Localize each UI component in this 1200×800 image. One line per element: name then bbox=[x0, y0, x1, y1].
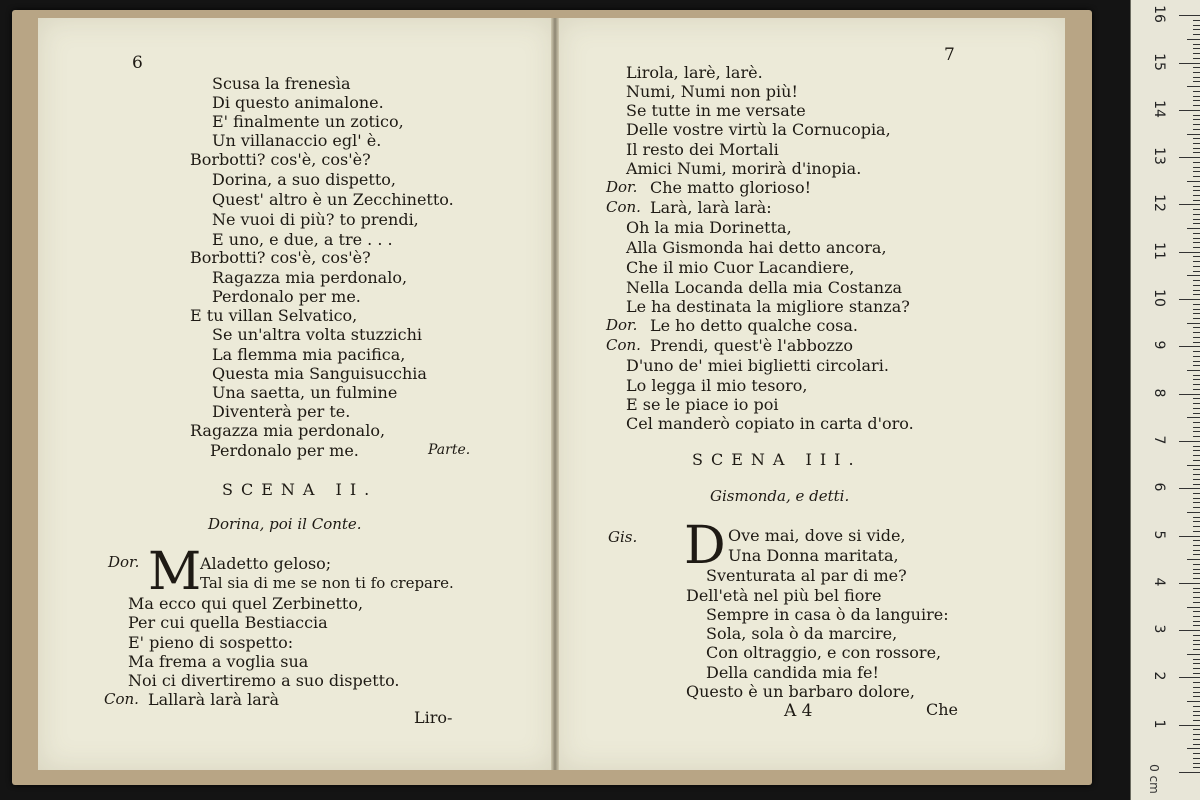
ruler-tick bbox=[1193, 318, 1200, 319]
drop-cap: M bbox=[148, 542, 202, 602]
ruler-tick bbox=[1193, 602, 1200, 603]
ruler-tick bbox=[1179, 63, 1200, 64]
speaker-label: Con. bbox=[606, 336, 641, 354]
ruler-tick bbox=[1193, 446, 1200, 447]
drop-cap: D bbox=[684, 516, 726, 576]
ruler-tick bbox=[1193, 545, 1200, 546]
ruler-tick bbox=[1193, 659, 1200, 660]
ruler-tick bbox=[1193, 739, 1200, 740]
ruler-tick bbox=[1193, 124, 1200, 125]
ruler-tick bbox=[1179, 157, 1200, 158]
verse-line: Dorina, a suo dispetto, bbox=[212, 170, 396, 189]
ruler-tick bbox=[1193, 474, 1200, 475]
verse-line: Perdonalo per me. bbox=[212, 287, 361, 306]
ruler-tick bbox=[1193, 119, 1200, 120]
ruler-tick bbox=[1193, 408, 1200, 409]
book-gutter bbox=[551, 18, 559, 770]
scene-heading: SCENA III. bbox=[692, 450, 862, 469]
ruler-tick bbox=[1193, 413, 1200, 414]
verse-line: Ne vuoi di più? to prendi, bbox=[212, 210, 419, 229]
ruler-tick bbox=[1187, 370, 1200, 371]
verse-line: Ma frema a voglia sua bbox=[128, 652, 309, 671]
speaker-label: Gis. bbox=[608, 528, 638, 546]
ruler-tick bbox=[1187, 654, 1200, 655]
catchword: Liro- bbox=[414, 708, 453, 727]
ruler-number: 1 bbox=[1151, 719, 1167, 729]
verse-line: Numi, Numi non più! bbox=[626, 82, 798, 101]
ruler-tick bbox=[1193, 20, 1200, 21]
ruler-tick bbox=[1179, 15, 1200, 16]
ruler-tick bbox=[1193, 266, 1200, 267]
ruler-tick bbox=[1193, 611, 1200, 612]
ruler-tick bbox=[1193, 304, 1200, 305]
ruler-tick bbox=[1193, 767, 1200, 768]
ruler-tick bbox=[1187, 512, 1200, 513]
ruler-tick bbox=[1193, 34, 1200, 35]
ruler-tick bbox=[1193, 597, 1200, 598]
speaker-label: Con. bbox=[104, 690, 139, 708]
ruler-tick bbox=[1193, 682, 1200, 683]
ruler-tick bbox=[1193, 171, 1200, 172]
ruler-tick bbox=[1193, 309, 1200, 310]
ruler-tick bbox=[1193, 436, 1200, 437]
verse-line: Lallarà larà larà bbox=[148, 690, 279, 709]
ruler-tick bbox=[1193, 138, 1200, 139]
ruler-tick bbox=[1193, 753, 1200, 754]
ruler-tick bbox=[1193, 389, 1200, 390]
verse-line: Scusa la frenesìa bbox=[212, 74, 351, 93]
ruler-tick bbox=[1193, 455, 1200, 456]
ruler-tick bbox=[1179, 488, 1200, 489]
ruler-tick bbox=[1193, 673, 1200, 674]
ruler-tick bbox=[1193, 578, 1200, 579]
ruler-tick bbox=[1193, 96, 1200, 97]
ruler-tick bbox=[1193, 621, 1200, 622]
verse-line: Noi ci divertiremo a suo dispetto. bbox=[128, 671, 400, 690]
ruler-tick bbox=[1193, 521, 1200, 522]
ruler-tick bbox=[1193, 554, 1200, 555]
ruler-tick bbox=[1193, 247, 1200, 248]
ruler-tick bbox=[1179, 583, 1200, 584]
ruler-tick bbox=[1193, 526, 1200, 527]
character-list: Dorina, poi il Conte. bbox=[208, 515, 362, 533]
ruler-tick bbox=[1193, 692, 1200, 693]
ruler-number: 14 bbox=[1151, 99, 1167, 118]
ruler-tick bbox=[1193, 644, 1200, 645]
page-number: 6 bbox=[132, 53, 143, 73]
ruler-tick bbox=[1193, 129, 1200, 130]
ruler-tick bbox=[1187, 417, 1200, 418]
ruler-tick bbox=[1193, 431, 1200, 432]
scene-heading: SCENA II. bbox=[222, 480, 378, 499]
ruler-tick bbox=[1193, 493, 1200, 494]
ruler-tick bbox=[1193, 48, 1200, 49]
ruler-tick bbox=[1193, 290, 1200, 291]
ruler-tick bbox=[1193, 569, 1200, 570]
ruler-tick bbox=[1193, 186, 1200, 187]
ruler-tick bbox=[1193, 398, 1200, 399]
ruler-tick bbox=[1193, 238, 1200, 239]
ruler-tick bbox=[1193, 640, 1200, 641]
ruler-tick bbox=[1193, 427, 1200, 428]
verse-line: Alla Gismonda hai detto ancora, bbox=[626, 238, 887, 257]
verse-line: Le ho detto qualche cosa. bbox=[650, 316, 858, 335]
verse-line: Perdonalo per me. bbox=[210, 441, 359, 460]
ruler-number: 2 bbox=[1151, 671, 1167, 681]
ruler-tick bbox=[1193, 361, 1200, 362]
ruler-tick bbox=[1187, 323, 1200, 324]
verse-line: Una Donna maritata, bbox=[728, 546, 899, 565]
ruler-tick bbox=[1193, 242, 1200, 243]
ruler-tick bbox=[1193, 384, 1200, 385]
ruler-tick bbox=[1193, 332, 1200, 333]
ruler-number: 3 bbox=[1151, 624, 1167, 634]
ruler-number: 10 bbox=[1151, 289, 1167, 307]
ruler-tick bbox=[1193, 143, 1200, 144]
signature-mark: A 4 bbox=[784, 701, 813, 721]
verse-line: E tu villan Selvatico, bbox=[190, 306, 358, 325]
ruler-tick bbox=[1193, 152, 1200, 153]
ruler-tick bbox=[1193, 77, 1200, 78]
verse-line: Ma ecco qui quel Zerbinetto, bbox=[128, 594, 364, 613]
verse-line: La flemma mia pacifica, bbox=[212, 345, 406, 364]
verse-line: Prendi, quest'è l'abbozzo bbox=[650, 336, 853, 355]
verse-line: Se un'altra volta stuzzichi bbox=[212, 325, 423, 344]
verse-line: Sola, sola ò da marcire, bbox=[706, 624, 898, 643]
verse-line: Ragazza mia perdonalo, bbox=[190, 421, 386, 440]
ruler-number: 9 bbox=[1151, 340, 1167, 350]
ruler-tick bbox=[1179, 346, 1200, 347]
verse-line: E' pieno di sospetto: bbox=[128, 633, 294, 652]
ruler-number: 13 bbox=[1151, 147, 1167, 165]
ruler-tick bbox=[1179, 536, 1200, 537]
ruler-tick bbox=[1187, 748, 1200, 749]
ruler-tick bbox=[1193, 729, 1200, 730]
verse-line: Il resto dei Mortali bbox=[626, 140, 779, 159]
ruler-number: 8 bbox=[1151, 388, 1167, 398]
ruler-number: 12 bbox=[1151, 194, 1167, 213]
ruler-tick bbox=[1187, 134, 1200, 135]
ruler-tick bbox=[1193, 758, 1200, 759]
ruler-tick bbox=[1193, 706, 1200, 707]
ruler-tick bbox=[1193, 564, 1200, 565]
ruler-tick bbox=[1193, 91, 1200, 92]
ruler-tick bbox=[1193, 502, 1200, 503]
verse-line: Delle vostre virtù la Cornucopia, bbox=[626, 120, 891, 139]
ruler-tick bbox=[1193, 294, 1200, 295]
speaker-label: Dor. bbox=[606, 178, 638, 196]
ruler-tick bbox=[1187, 465, 1200, 466]
ruler-tick bbox=[1193, 616, 1200, 617]
verse-line: Borbotti? cos'è, cos'è? bbox=[190, 150, 371, 169]
ruler-tick bbox=[1193, 479, 1200, 480]
verse-line: Con oltraggio, e con rossore, bbox=[706, 643, 942, 662]
ruler-tick bbox=[1193, 209, 1200, 210]
ruler-tick bbox=[1179, 110, 1200, 111]
page-number: 7 bbox=[944, 45, 955, 65]
catchword: Che bbox=[926, 700, 959, 719]
ruler-tick bbox=[1193, 715, 1200, 716]
ruler-number: 6 bbox=[1151, 482, 1167, 492]
ruler-tick bbox=[1193, 200, 1200, 201]
ruler-tick bbox=[1193, 162, 1200, 163]
ruler-tick bbox=[1193, 176, 1200, 177]
verse-line: Larà, larà larà: bbox=[650, 198, 772, 217]
ruler-tick bbox=[1193, 540, 1200, 541]
ruler-tick bbox=[1193, 460, 1200, 461]
ruler-tick bbox=[1179, 299, 1200, 300]
ruler-tick bbox=[1193, 256, 1200, 257]
ruler-tick bbox=[1193, 313, 1200, 314]
ruler-tick bbox=[1193, 115, 1200, 116]
ruler-tick bbox=[1193, 763, 1200, 764]
ruler-tick bbox=[1193, 592, 1200, 593]
ruler-tick bbox=[1193, 498, 1200, 499]
ruler-tick bbox=[1193, 81, 1200, 82]
measuring-ruler bbox=[1130, 0, 1200, 800]
ruler-tick bbox=[1193, 375, 1200, 376]
verse-line: Cel manderò copiato in carta d'oro. bbox=[626, 414, 914, 433]
ruler-tick bbox=[1193, 663, 1200, 664]
ruler-tick bbox=[1193, 271, 1200, 272]
ruler-tick bbox=[1193, 379, 1200, 380]
verse-line: E uno, e due, a tre . . . bbox=[212, 230, 393, 249]
ruler-tick bbox=[1193, 100, 1200, 101]
verse-line: Un villanaccio egl' è. bbox=[212, 131, 382, 150]
ruler-tick bbox=[1193, 744, 1200, 745]
ruler-tick bbox=[1193, 711, 1200, 712]
ruler-number: 7 bbox=[1151, 435, 1167, 445]
ruler-tick bbox=[1193, 337, 1200, 338]
ruler-unit-label: 0 cm bbox=[1146, 764, 1161, 794]
ruler-tick bbox=[1193, 668, 1200, 669]
verse-line: Quest' altro è un Zecchinetto. bbox=[212, 190, 454, 209]
ruler-tick bbox=[1193, 29, 1200, 30]
ruler-tick bbox=[1193, 261, 1200, 262]
verse-line: Per cui quella Bestiaccia bbox=[128, 613, 328, 632]
ruler-tick bbox=[1193, 58, 1200, 59]
verse-line: Della candida mia fe! bbox=[706, 663, 879, 682]
ruler-tick bbox=[1179, 204, 1200, 205]
ruler-tick bbox=[1193, 44, 1200, 45]
ruler-tick bbox=[1193, 507, 1200, 508]
ruler-number: 4 bbox=[1151, 577, 1167, 587]
ruler-number: 11 bbox=[1151, 241, 1167, 260]
ruler-tick bbox=[1193, 635, 1200, 636]
ruler-tick bbox=[1193, 223, 1200, 224]
speaker-label: Dor. bbox=[108, 553, 140, 571]
ruler-tick bbox=[1179, 630, 1200, 631]
ruler-tick bbox=[1193, 72, 1200, 73]
verse-line: Ove mai, dove si vide, bbox=[728, 526, 906, 545]
ruler-tick bbox=[1187, 228, 1200, 229]
ruler-tick bbox=[1187, 39, 1200, 40]
ruler-tick bbox=[1179, 252, 1200, 253]
ruler-tick bbox=[1187, 701, 1200, 702]
ruler-tick bbox=[1193, 588, 1200, 589]
ruler-tick bbox=[1193, 219, 1200, 220]
ruler-tick bbox=[1193, 195, 1200, 196]
ruler-tick bbox=[1193, 469, 1200, 470]
ruler-tick bbox=[1193, 450, 1200, 451]
ruler-tick bbox=[1193, 484, 1200, 485]
verse-line: D'uno de' miei biglietti circolari. bbox=[626, 356, 889, 375]
verse-line: E' finalmente un zotico, bbox=[212, 112, 404, 131]
ruler-tick bbox=[1193, 53, 1200, 54]
ruler-tick bbox=[1193, 696, 1200, 697]
ruler-tick bbox=[1193, 365, 1200, 366]
ruler-tick bbox=[1193, 517, 1200, 518]
ruler-tick bbox=[1193, 105, 1200, 106]
ruler-tick bbox=[1179, 677, 1200, 678]
ruler-tick bbox=[1193, 25, 1200, 26]
verse-line: Amici Numi, morirà d'inopia. bbox=[626, 159, 862, 178]
ruler-tick bbox=[1193, 327, 1200, 328]
ruler-tick bbox=[1193, 233, 1200, 234]
ruler-tick bbox=[1193, 687, 1200, 688]
ruler-number: 15 bbox=[1151, 52, 1167, 71]
ruler-tick bbox=[1193, 67, 1200, 68]
verse-line: Lirola, larè, larè. bbox=[626, 63, 763, 82]
ruler-tick bbox=[1193, 720, 1200, 721]
speaker-label: Con. bbox=[606, 198, 641, 216]
verse-line: Tal sia di me se non ti fo crepare. bbox=[200, 574, 454, 592]
ruler-tick bbox=[1193, 550, 1200, 551]
verse-line: Ragazza mia perdonalo, bbox=[212, 268, 408, 287]
verse-line: Sventurata al par di me? bbox=[706, 566, 907, 585]
ruler-tick bbox=[1187, 275, 1200, 276]
ruler-tick bbox=[1193, 167, 1200, 168]
ruler-tick bbox=[1187, 181, 1200, 182]
ruler-tick bbox=[1187, 607, 1200, 608]
ruler-tick bbox=[1193, 280, 1200, 281]
verse-line: Sempre in casa ò da languire: bbox=[706, 605, 949, 624]
ruler-tick bbox=[1187, 86, 1200, 87]
verse-line: Dell'età nel più bel fiore bbox=[686, 586, 882, 605]
ruler-tick bbox=[1193, 573, 1200, 574]
ruler-tick bbox=[1193, 190, 1200, 191]
verse-line: Borbotti? cos'è, cos'è? bbox=[190, 248, 371, 267]
verse-line: Questo è un barbaro dolore, bbox=[686, 682, 915, 701]
speaker-label: Dor. bbox=[606, 316, 638, 334]
verse-line: Che matto glorioso! bbox=[650, 178, 812, 197]
verse-line: Aladetto geloso; bbox=[200, 554, 332, 573]
ruler-tick bbox=[1179, 725, 1200, 726]
ruler-tick bbox=[1193, 342, 1200, 343]
verse-line: Diventerà per te. bbox=[212, 402, 351, 421]
ruler-number: 5 bbox=[1151, 530, 1167, 539]
verse-line: Di questo animalone. bbox=[212, 93, 384, 112]
verse-line: Le ha destinata la migliore stanza? bbox=[626, 297, 910, 316]
ruler-tick bbox=[1193, 214, 1200, 215]
stage-direction: Parte. bbox=[428, 442, 471, 458]
ruler-tick bbox=[1193, 148, 1200, 149]
ruler-tick bbox=[1179, 441, 1200, 442]
verse-line: Se tutte in me versate bbox=[626, 101, 806, 120]
verse-line: Che il mio Cuor Lacandiere, bbox=[626, 258, 855, 277]
character-list: Gismonda, e detti. bbox=[710, 487, 850, 505]
ruler-tick bbox=[1187, 559, 1200, 560]
ruler-tick bbox=[1179, 394, 1200, 395]
verse-line: E se le piace io poi bbox=[626, 395, 779, 414]
ruler-tick bbox=[1193, 422, 1200, 423]
verse-line: Una saetta, un fulmine bbox=[212, 383, 398, 402]
verse-line: Lo legga il mio tesoro, bbox=[626, 376, 808, 395]
verse-line: Questa mia Sanguisucchia bbox=[212, 364, 427, 383]
ruler-tick bbox=[1179, 772, 1200, 773]
ruler-tick bbox=[1193, 625, 1200, 626]
verse-line: Nella Locanda della mia Costanza bbox=[626, 278, 903, 297]
ruler-number: 16 bbox=[1151, 5, 1167, 24]
ruler-tick bbox=[1193, 285, 1200, 286]
ruler-tick bbox=[1193, 356, 1200, 357]
ruler-tick bbox=[1193, 649, 1200, 650]
ruler-tick bbox=[1193, 403, 1200, 404]
ruler-tick bbox=[1193, 351, 1200, 352]
ruler-tick bbox=[1193, 531, 1200, 532]
ruler-tick bbox=[1193, 734, 1200, 735]
verse-line: Oh la mia Dorinetta, bbox=[626, 218, 792, 237]
